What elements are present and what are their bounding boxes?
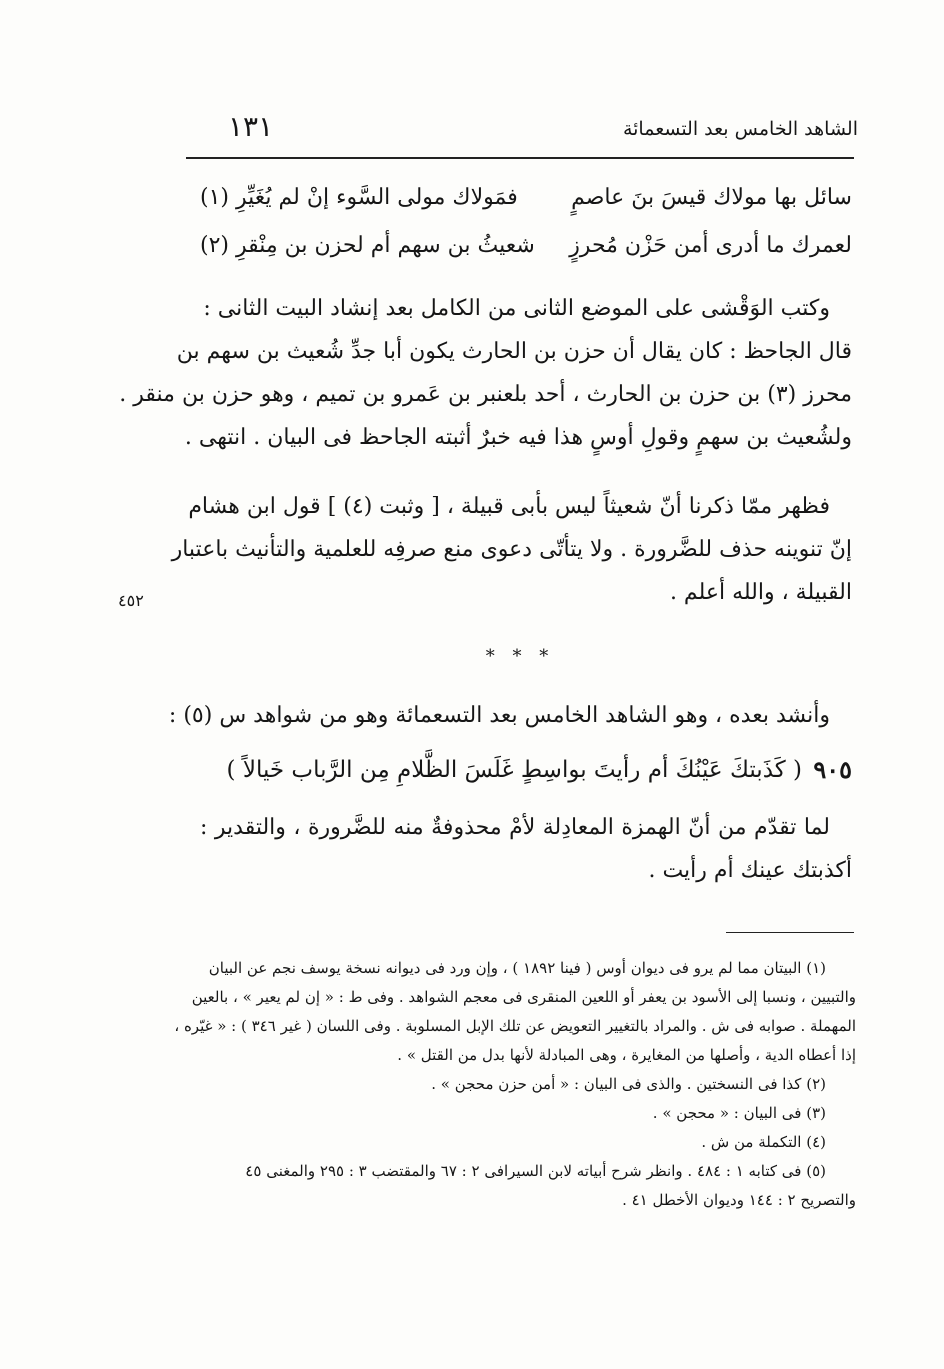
verse-first-hemistich: لعمرك ما أدرى أمن حَزْن مُحرزٍ xyxy=(569,233,852,258)
footnotes xyxy=(174,954,856,1215)
section-separator: * * * xyxy=(485,646,555,667)
witness-intro xyxy=(168,694,852,737)
witness-verse-text: ( كَذَبتكَ عَيْنُكَ أم رأيتَ بواسِطٍ غَلَسَ الظَّلامِ مِن الرَّباب خَيالاً ) xyxy=(226,757,802,783)
text-line: لما تقدّم من أنّ الهمزة المعادِلة لأمْ محذوفةٌ منه للضَّرورة ، والتقدير : xyxy=(200,815,830,840)
footnote-line: المهملة . صوابه فى ش . والمراد بالتغيير التعويض عن تلك الإبل المسلوبة . وفى اللسان ( غير ٣٤٦ ) : « غيّره ، xyxy=(174,1017,856,1035)
text-line: ولشُعيث بن سهمٍ وقولِ أوسٍ هذا فيه خبرٌ أثبته الجاحظ فى البيان . انتهى . xyxy=(184,425,852,450)
footnote-line: والتبيين ، ونسبا إلى الأسود بن يعفر أو اللعين المنقرى فى معجم الشواهد . وفى ط : « إن لم يعير » ، بالعين xyxy=(191,988,856,1006)
footnote-line: إذا أعطاه الدية ، وأصلها من المغايرة ، وهى المبادلة لأنها بدل من القتل » . xyxy=(397,1046,856,1064)
running-header xyxy=(188,108,858,156)
footnote-line: (١) البيتان مما لم يرو فى ديوان أوس ( فينا ١٨٩٢ ) ، وإن ورد فى ديوانه نسخة يوسف نجم عن البيان xyxy=(208,959,826,977)
chapter-title: الشاهد الخامس بعد التسعمائة xyxy=(622,118,858,140)
paragraph-explanation xyxy=(200,806,852,892)
margin-page-reference: ٤٥٢ xyxy=(118,591,144,610)
text-line: فظهر ممّا ذكرنا أنّ شعيثاً ليس بأبى قبيلة ، [ وثبت (٤) ] قول ابن هشام xyxy=(188,494,830,519)
footnote-line: (٤) التكملة من ش . xyxy=(701,1133,826,1151)
footnote-line: (٥) فى كتابه ١ : ٤٨٤ . وانظر شرح أبياته لابن السيرافى ٢ : ٦٧ والمقتضب ٣ : ٢٩٥ والمغنى ٤٥ xyxy=(245,1162,826,1180)
paragraph-conclusion xyxy=(171,485,852,614)
text-line: وكتب الوَقْشى على الموضع الثانى من الكامل بعد إنشاد البيت الثانى : xyxy=(203,296,830,321)
text-line: أكذبتك عينك أم رأيت . xyxy=(648,858,852,883)
page-number: ١٣١ xyxy=(228,110,274,143)
text-line: القبيلة ، والله أعلم . xyxy=(669,580,852,605)
footnote-line: (٢) كذا فى النسختين . والذى فى البيان : « أمن حزن محجن » . xyxy=(431,1075,826,1093)
witness-number: ٩٠٥ xyxy=(813,755,852,784)
verse-second-hemistich: شعيثُ بن سهم أم لحزن بن مِنْقرِ (٢) xyxy=(200,233,535,258)
footnote-line: (٣) فى البيان : « محجن » . xyxy=(652,1104,826,1122)
text-line: قال الجاحظ : كان يقال أن حزن بن الحارث يكون أبا جدِّ شُعيث بن سهم بن xyxy=(176,339,852,364)
text-line: محرز (٣) بن حزن بن الحارث ، أحد بلعنبر بن عَمرو بن تميم ، وهو حزن بن منقر . xyxy=(119,382,852,407)
footnote-line: والتصريح ٢ : ١٤٤ وديوان الأخطل ٤١ . xyxy=(622,1191,856,1209)
verse-line xyxy=(200,174,852,222)
verse-second-hemistich: فمَولاك مولى السَّوء إنْ لم يُغَيِّرِ (١) xyxy=(200,185,518,210)
verse-first-hemistich: سائل بها مولاك قيسَ بنَ عاصمٍ xyxy=(571,185,852,210)
verse-line xyxy=(200,222,852,270)
footnote-rule xyxy=(726,932,854,933)
text-line: إنّ تنوينه حذف للضَّرورة . ولا يتأتّى دعوى منع صرفِه للعلمية والتأنيث باعتبار xyxy=(171,537,852,562)
witness-verse xyxy=(0,746,944,794)
text-line: وأنشد بعده ، وهو الشاهد الخامس بعد التسعمائة وهو من شواهد س (٥) : xyxy=(168,703,830,728)
paragraph-quotation xyxy=(119,287,852,459)
header-rule xyxy=(186,157,854,159)
